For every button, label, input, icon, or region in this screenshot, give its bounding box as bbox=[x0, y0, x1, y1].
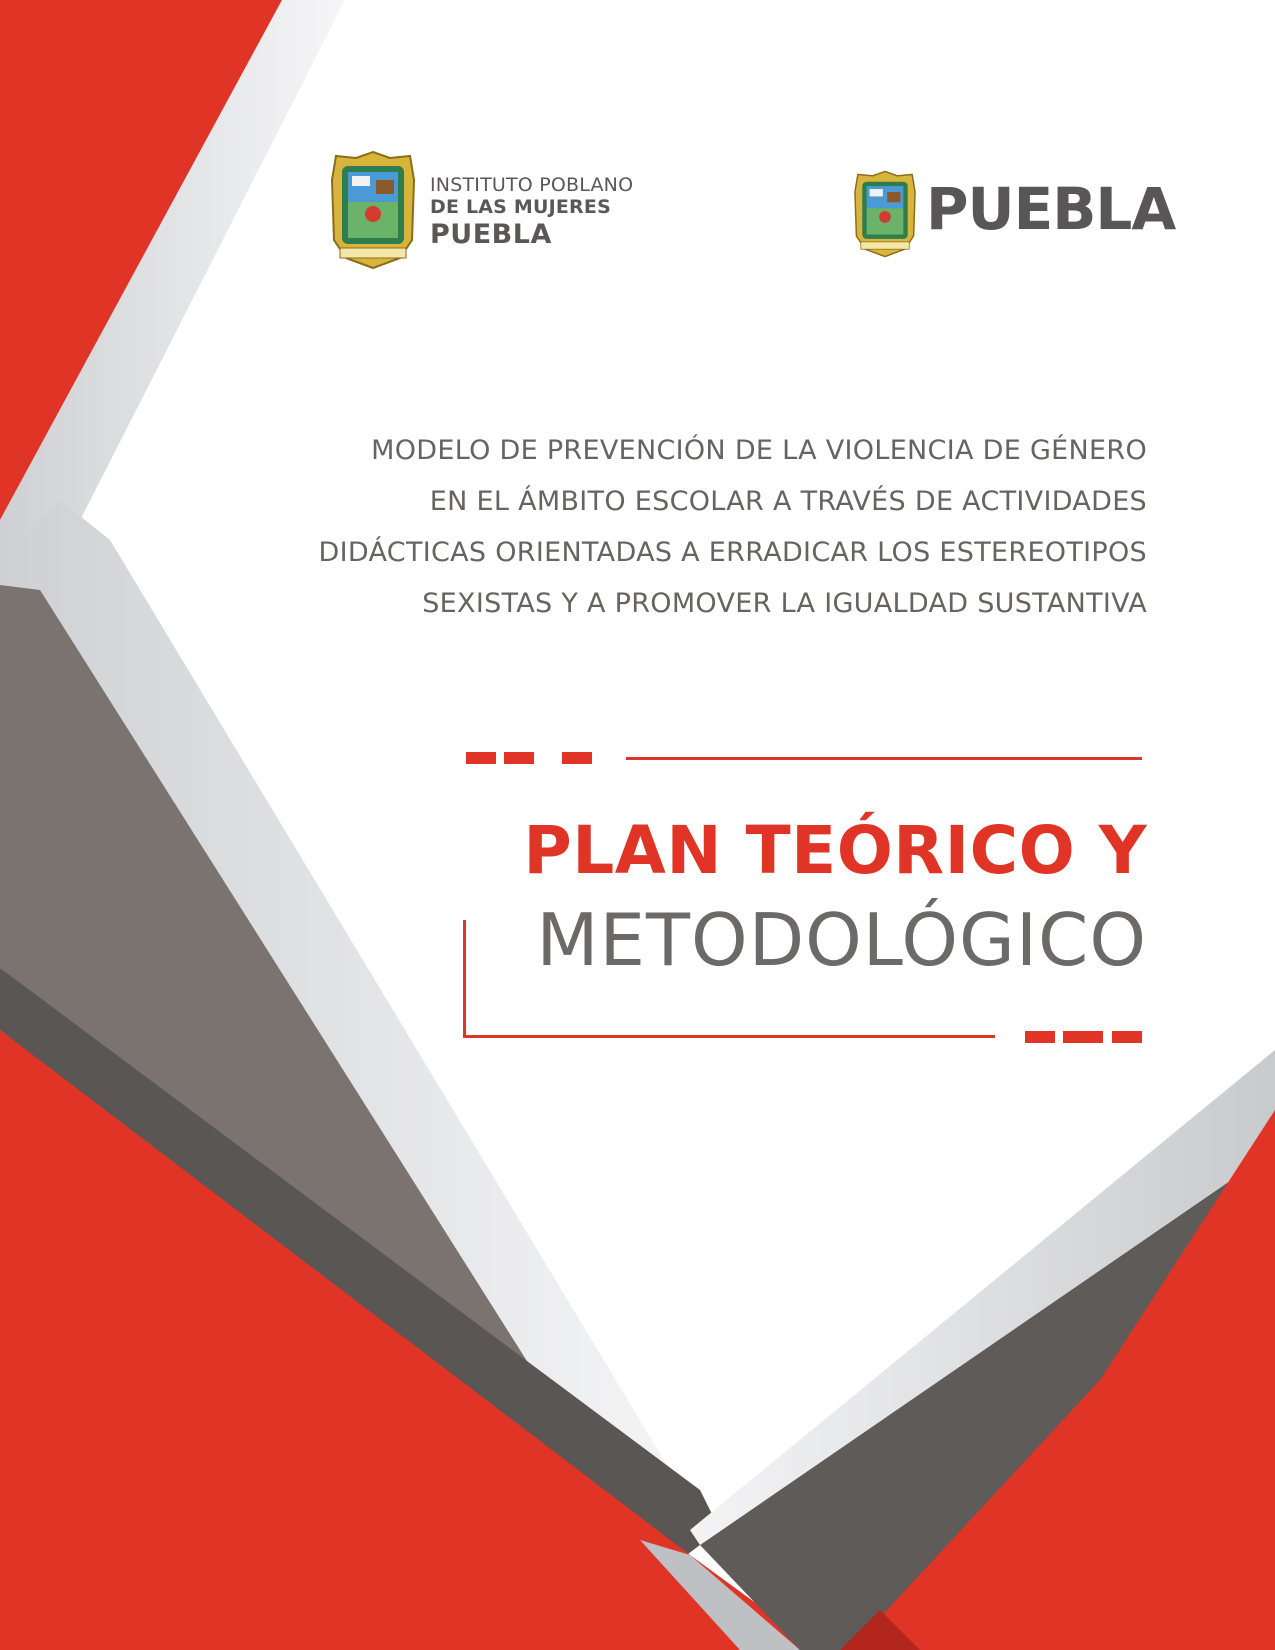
frame-dash bbox=[1025, 1031, 1055, 1043]
frame-dash bbox=[1063, 1031, 1103, 1043]
frame-line-left bbox=[463, 920, 466, 1038]
institute-name-line2: DE LAS MUJERES bbox=[430, 195, 611, 218]
frame-line-top bbox=[626, 757, 1142, 760]
institute-name-line1: INSTITUTO POBLANO bbox=[430, 174, 634, 196]
state-coat-of-arms-icon bbox=[853, 170, 917, 258]
government-wordmark: PUEBLA bbox=[926, 175, 1176, 243]
red-wedge-top-left bbox=[0, 0, 282, 520]
subtitle-line: SEXISTAS Y A PROMOVER LA IGUALDAD SUSTANTIVA bbox=[422, 588, 1147, 619]
document-subtitle bbox=[247, 425, 1147, 629]
subtitle-line: EN EL ÁMBITO ESCOLAR A TRAVÉS DE ACTIVIDADES bbox=[429, 486, 1147, 517]
institute-logo-text bbox=[430, 175, 633, 250]
document-title-line2: METODOLÓGICO bbox=[536, 898, 1147, 982]
institute-name-line3: PUEBLA bbox=[430, 218, 552, 250]
frame-dash bbox=[504, 752, 534, 764]
state-coat-of-arms-icon bbox=[330, 150, 416, 270]
frame-dash bbox=[1112, 1031, 1142, 1043]
subtitle-line: DIDÁCTICAS ORIENTADAS A ERRADICAR LOS ESTEREOTIPOS bbox=[318, 537, 1147, 568]
frame-dash bbox=[466, 752, 496, 764]
frame-line-bottom bbox=[463, 1035, 995, 1038]
subtitle-line: MODELO DE PREVENCIÓN DE LA VIOLENCIA DE GÉNERO bbox=[371, 435, 1147, 466]
frame-dash bbox=[562, 752, 592, 764]
document-title-line1: PLAN TEÓRICO Y bbox=[523, 812, 1147, 889]
